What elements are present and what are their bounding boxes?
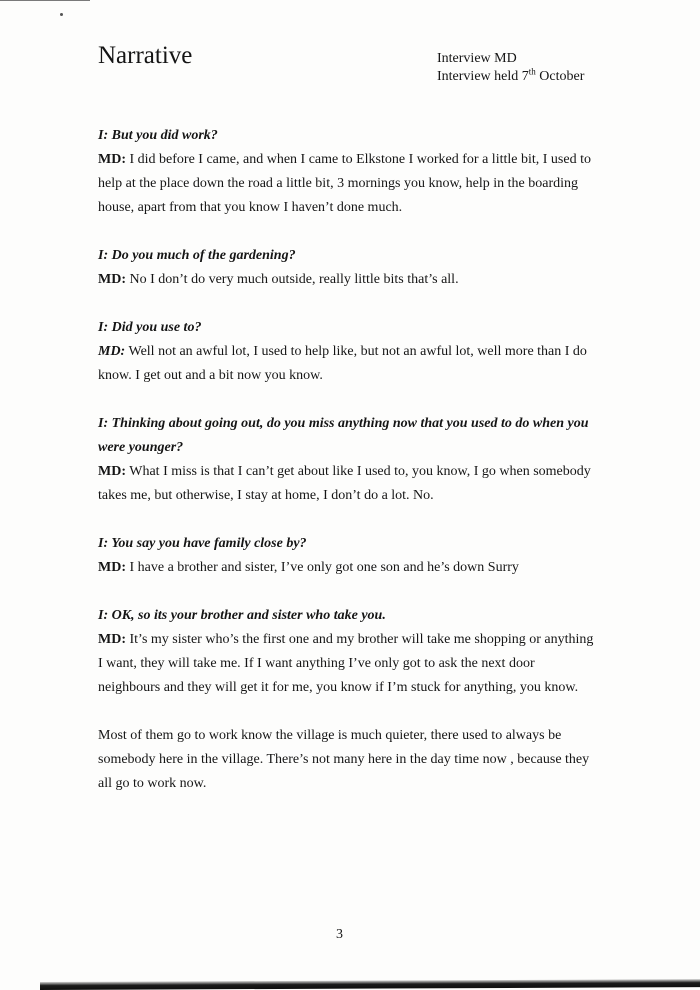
interviewer-question: I: OK, so its your brother and sister who take you.	[98, 608, 386, 623]
exchange-6	[98, 604, 598, 700]
interviewer-question: I: But you did work?	[98, 128, 218, 143]
speaker-label: MD:	[98, 464, 126, 479]
answer-text: What I miss is that I can’t get about like I used to, you know, I go when somebody takes me, but otherwise, I stay at home, I don’t do a lot. No.	[98, 464, 591, 503]
respondent-answer	[98, 460, 598, 508]
interview-meta	[437, 50, 584, 86]
answer-text: I did before I came, and when I came to Elkstone I worked for a little bit, I used to help at the place down the road a little bit, 3 mornings you know, help in the boarding house, apart from that you know I haven’t done much.	[98, 152, 591, 215]
scan-bottom-edge	[40, 979, 700, 990]
speaker-label: MD:	[98, 560, 126, 575]
interview-date	[437, 68, 584, 86]
respondent-answer	[98, 556, 598, 580]
interviewer-question: I: You say you have family close by?	[98, 536, 307, 551]
scan-speck	[60, 13, 63, 16]
speaker-label: MD:	[98, 632, 126, 647]
respondent-answer	[98, 340, 598, 388]
respondent-answer	[98, 268, 598, 292]
interview-date-month: October	[535, 69, 585, 84]
speaker-label: MD:	[98, 272, 126, 287]
exchange-2	[98, 244, 598, 292]
exchange-1	[98, 124, 598, 220]
interviewer-question: I: Do you much of the gardening?	[98, 248, 296, 263]
answer-text: It’s my sister who’s the first one and my brother will take me shopping or anything I want, they will take me. If I want anything I’ve only got to ask the next door neighbours and they will get it for me, you know if I’m stuck for anything, you know.	[98, 632, 594, 695]
interview-label: Interview MD	[437, 51, 517, 66]
exchange-3	[98, 316, 598, 388]
exchange-4	[98, 412, 598, 508]
interviewer-question: I: Did you use to?	[98, 320, 202, 335]
answer-text: Well not an awful lot, I used to help like, but not an awful lot, well more than I do know. I get out and a bit now you know.	[98, 344, 587, 383]
exchange-5	[98, 532, 598, 580]
speaker-label: MD:	[98, 344, 126, 359]
answer-text: I have a brother and sister, I’ve only got one son and he’s down Surry	[126, 560, 519, 575]
interview-date-prefix: Interview held 7	[437, 69, 529, 84]
respondent-answer	[98, 148, 598, 220]
scan-edge-line	[0, 0, 90, 1]
answer-text: No I don’t do very much outside, really little bits that’s all.	[126, 272, 459, 287]
closing-paragraph: Most of them go to work know the village is much quieter, there used to always be somebody here in the village. There’s not many here in the day time now , because they all go to work now.	[98, 728, 590, 791]
interviewer-question: I: Thinking about going out, do you miss anything now that you used to do when you were younger?	[98, 416, 589, 455]
transcript	[98, 124, 598, 796]
speaker-label: MD:	[98, 152, 126, 167]
respondent-answer	[98, 628, 598, 700]
page-number: 3	[336, 927, 343, 942]
page-title: Narrative	[98, 42, 193, 69]
interview-date-ordinal: th	[528, 66, 536, 77]
